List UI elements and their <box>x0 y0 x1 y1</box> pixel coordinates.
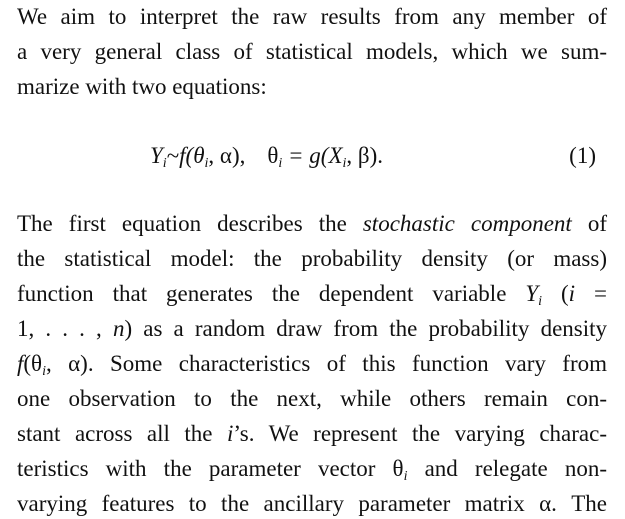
equation-stochastic-part: $Y_i\sim f(\theta_i$, α), <box>150 143 246 171</box>
paragraph-1-line-2: a very general class of statistical models, which we sum- <box>17 39 607 64</box>
paragraph-2-line-6: one observation to the next, while others remain con- <box>17 386 607 411</box>
paragraph-2-line-7: stant across all the i’s. We represent the varying charac- <box>17 421 607 446</box>
paragraph-2-line-1: The first equation describes the stochastic component of <box>17 211 608 236</box>
paragraph-2-line-3: function that generates the dependent variable $Y_i$ (i = <box>17 281 607 309</box>
equation-number: (1) <box>569 143 596 168</box>
equation-1 <box>150 139 550 173</box>
emphasis-stochastic-component: stochastic component <box>362 211 572 236</box>
paragraph-1-line-1: We aim to interpret the raw results from any member of <box>17 4 607 29</box>
paragraph-2-line-8: teristics with the parameter vector $\theta_i$ and relegate non- <box>17 456 607 484</box>
paragraph-2-line-9: varying features to the ancillary parameter matrix α. The <box>17 491 607 516</box>
paragraph-2-line-5: $f(\theta_i$, α). Some characteristics of this function vary from <box>17 351 607 379</box>
paragraph-1-line-3: marize with two equations: <box>17 74 267 99</box>
paragraph-2-line-2: the statistical model: the probability density (or mass) <box>17 246 607 271</box>
equation-systematic-part: $\theta_i = g(X_i$, β). <box>267 143 384 171</box>
paragraph-2-line-4: 1, . . . , n) as a random draw from the probability density <box>17 316 608 341</box>
